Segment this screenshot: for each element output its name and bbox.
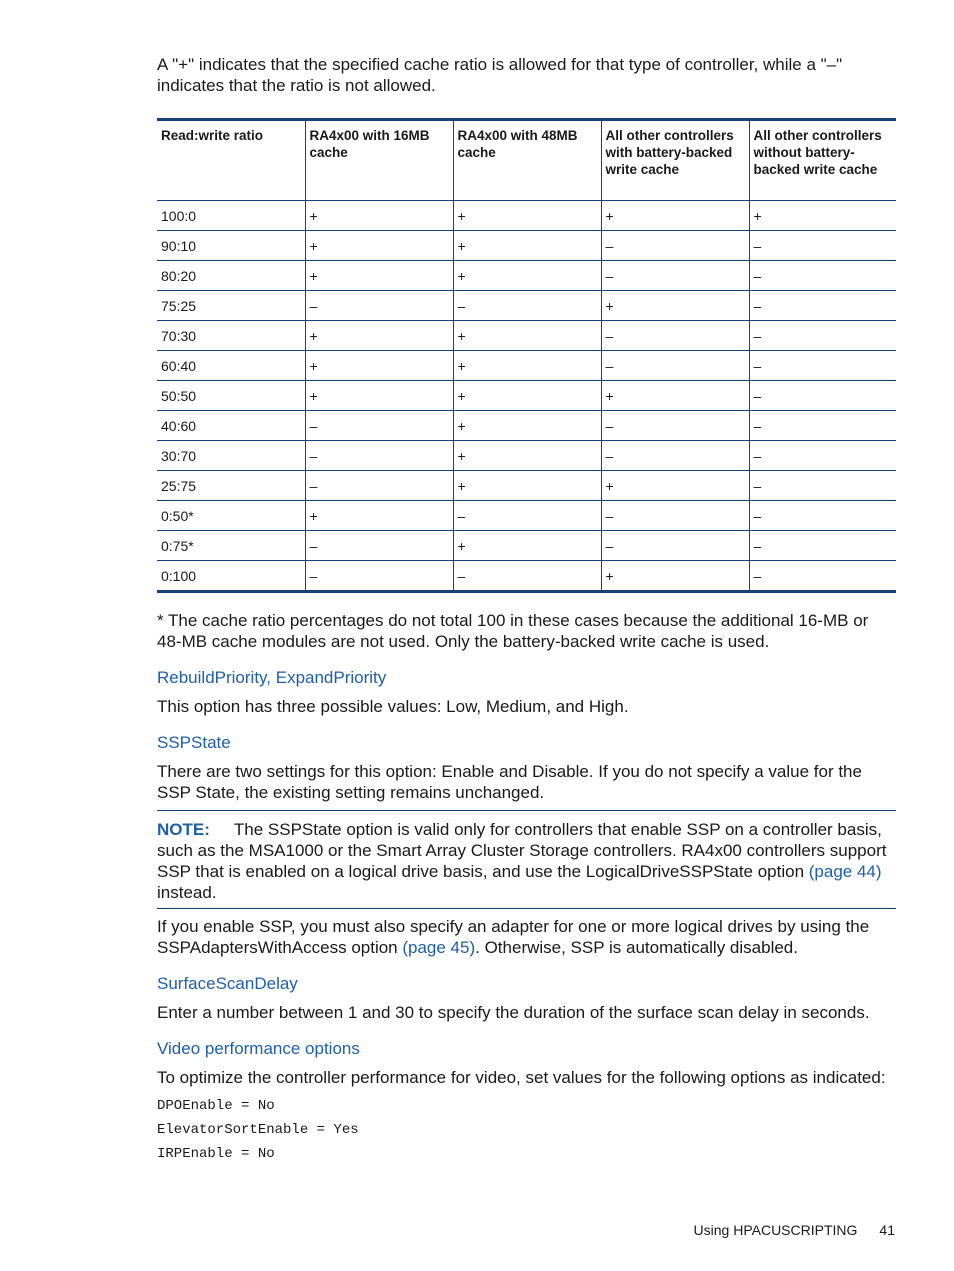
- table-cell: –: [453, 291, 601, 321]
- table-cell: –: [749, 531, 896, 561]
- table-row: [157, 201, 896, 231]
- table-row: [157, 411, 896, 441]
- table-cell: –: [601, 531, 749, 561]
- table-row: [157, 261, 896, 291]
- column-header: Read:write ratio: [157, 120, 305, 201]
- table-cell: 100:0: [157, 201, 305, 231]
- table-cell: –: [749, 561, 896, 592]
- section-text: This option has three possible values: Low, Medium, and High.: [157, 697, 629, 716]
- ssp-adapters-text: If you enable SSP, you must also specify an adapter for one or more logical drives by using the SSPAdaptersWithAccess option: [157, 917, 870, 957]
- table-cell: +: [453, 471, 601, 501]
- table-cell: 60:40: [157, 351, 305, 381]
- table-cell: –: [749, 351, 896, 381]
- table-cell: –: [749, 501, 896, 531]
- section-text: To optimize the controller performance for video, set values for the following options as indicated:: [157, 1068, 886, 1087]
- table-cell: +: [305, 381, 453, 411]
- page-45-link[interactable]: (page 45): [402, 938, 476, 957]
- note-tail: instead.: [157, 883, 217, 902]
- table-cell: 70:30: [157, 321, 305, 351]
- footer-section-title: Using HPACUSCRIPTING: [693, 1222, 858, 1238]
- table-row: [157, 531, 896, 561]
- note-box: [157, 810, 896, 909]
- table-cell: –: [601, 351, 749, 381]
- table-row: [157, 291, 896, 321]
- table-row: [157, 471, 896, 501]
- section-sspstate: [157, 732, 896, 803]
- intro-paragraph: A "+" indicates that the specified cache ratio is allowed for that type of controller, while a "–" indicates that the ratio is not allowed.: [157, 55, 843, 95]
- table-cell: –: [601, 231, 749, 261]
- code-line: IRPEnable = No: [157, 1146, 275, 1162]
- table-row: [157, 501, 896, 531]
- table-cell: –: [749, 321, 896, 351]
- table-cell: +: [453, 231, 601, 261]
- table-cell: +: [601, 201, 749, 231]
- section-video-performance: [157, 1038, 896, 1166]
- column-header: All other controllers without battery-backed write cache: [749, 120, 896, 201]
- table-cell: +: [305, 231, 453, 261]
- table-cell: +: [453, 321, 601, 351]
- table-cell: –: [749, 381, 896, 411]
- note-label: NOTE:: [157, 820, 210, 839]
- table-cell: –: [601, 411, 749, 441]
- section-surface-scan-delay: [157, 973, 896, 1023]
- section-heading: RebuildPriority, ExpandPriority: [157, 668, 387, 687]
- table-cell: +: [453, 261, 601, 291]
- ssp-adapters-tail: . Otherwise, SSP is automatically disabled.: [475, 938, 798, 957]
- table-cell: 40:60: [157, 411, 305, 441]
- table-cell: +: [305, 201, 453, 231]
- table-row: [157, 561, 896, 592]
- table-row: [157, 351, 896, 381]
- table-body: [157, 201, 896, 592]
- table-cell: +: [305, 501, 453, 531]
- table-cell: +: [453, 441, 601, 471]
- table-cell: +: [453, 531, 601, 561]
- ssp-adapters-paragraph: [157, 916, 896, 958]
- table-cell: –: [305, 561, 453, 592]
- table-cell: –: [601, 441, 749, 471]
- table-cell: –: [749, 441, 896, 471]
- table-cell: –: [749, 261, 896, 291]
- section-heading: Video performance options: [157, 1039, 360, 1058]
- section-text: There are two settings for this option: Enable and Disable. If you do not specify a value for the SSP State, the existing setting remains unchanged.: [157, 762, 862, 802]
- table-cell: +: [601, 471, 749, 501]
- table-cell: –: [453, 561, 601, 592]
- table-cell: –: [453, 501, 601, 531]
- table-cell: 0:50*: [157, 501, 305, 531]
- section-text: Enter a number between 1 and 30 to specify the duration of the surface scan delay in seconds.: [157, 1003, 870, 1022]
- note-text: The SSPState option is valid only for controllers that enable SSP on a controller basis, such as the MSA1000 or the Smart Array Cluster Storage controllers. RA4x00 controllers support SSP that is enabled on a logical drive basis, and use the LogicalDriveSSPState option: [157, 820, 887, 881]
- table-cell: –: [305, 411, 453, 441]
- table-cell: –: [749, 291, 896, 321]
- table-row: [157, 381, 896, 411]
- table-cell: +: [453, 411, 601, 441]
- table-cell: +: [601, 381, 749, 411]
- table-cell: +: [305, 261, 453, 291]
- section-heading: SurfaceScanDelay: [157, 974, 298, 993]
- table-cell: +: [601, 561, 749, 592]
- table-cell: 50:50: [157, 381, 305, 411]
- table-cell: –: [749, 231, 896, 261]
- table-cell: +: [453, 201, 601, 231]
- table-cell: +: [749, 201, 896, 231]
- code-block: [157, 1094, 896, 1166]
- table-cell: 90:10: [157, 231, 305, 261]
- table-cell: –: [601, 261, 749, 291]
- table-cell: +: [601, 291, 749, 321]
- table-row: [157, 231, 896, 261]
- document-page: [157, 54, 896, 1166]
- column-header: All other controllers with battery-backed write cache: [601, 120, 749, 201]
- section-heading: SSPState: [157, 733, 231, 752]
- table-cell: 25:75: [157, 471, 305, 501]
- code-line: ElevatorSortEnable = Yes: [157, 1122, 359, 1138]
- table-cell: –: [305, 531, 453, 561]
- table-cell: –: [601, 501, 749, 531]
- table-cell: +: [453, 351, 601, 381]
- table-cell: –: [305, 471, 453, 501]
- table-cell: +: [453, 381, 601, 411]
- table-cell: –: [305, 441, 453, 471]
- table-cell: +: [305, 321, 453, 351]
- table-footnote: * The cache ratio percentages do not total 100 in these cases because the additional 16-MB or 48-MB cache modules are not used. Only the battery-backed write cache is used.: [157, 611, 869, 651]
- section-rebuild-priority: [157, 667, 896, 717]
- cache-ratio-table: [157, 118, 896, 593]
- column-header: RA4x00 with 48MB cache: [453, 120, 601, 201]
- code-line: DPOEnable = No: [157, 1098, 275, 1114]
- table-header-row: [157, 120, 896, 201]
- table-cell: –: [305, 291, 453, 321]
- table-cell: –: [749, 471, 896, 501]
- column-header: RA4x00 with 16MB cache: [305, 120, 453, 201]
- table-cell: –: [601, 321, 749, 351]
- page-number: 41: [879, 1222, 895, 1238]
- table-row: [157, 441, 896, 471]
- table-cell: –: [749, 411, 896, 441]
- table-cell: 0:75*: [157, 531, 305, 561]
- table-row: [157, 321, 896, 351]
- page-footer: [694, 1222, 895, 1238]
- table-cell: 80:20: [157, 261, 305, 291]
- table-cell: 0:100: [157, 561, 305, 592]
- table-cell: 75:25: [157, 291, 305, 321]
- table-cell: 30:70: [157, 441, 305, 471]
- page-44-link[interactable]: (page 44): [808, 862, 882, 881]
- table-cell: +: [305, 351, 453, 381]
